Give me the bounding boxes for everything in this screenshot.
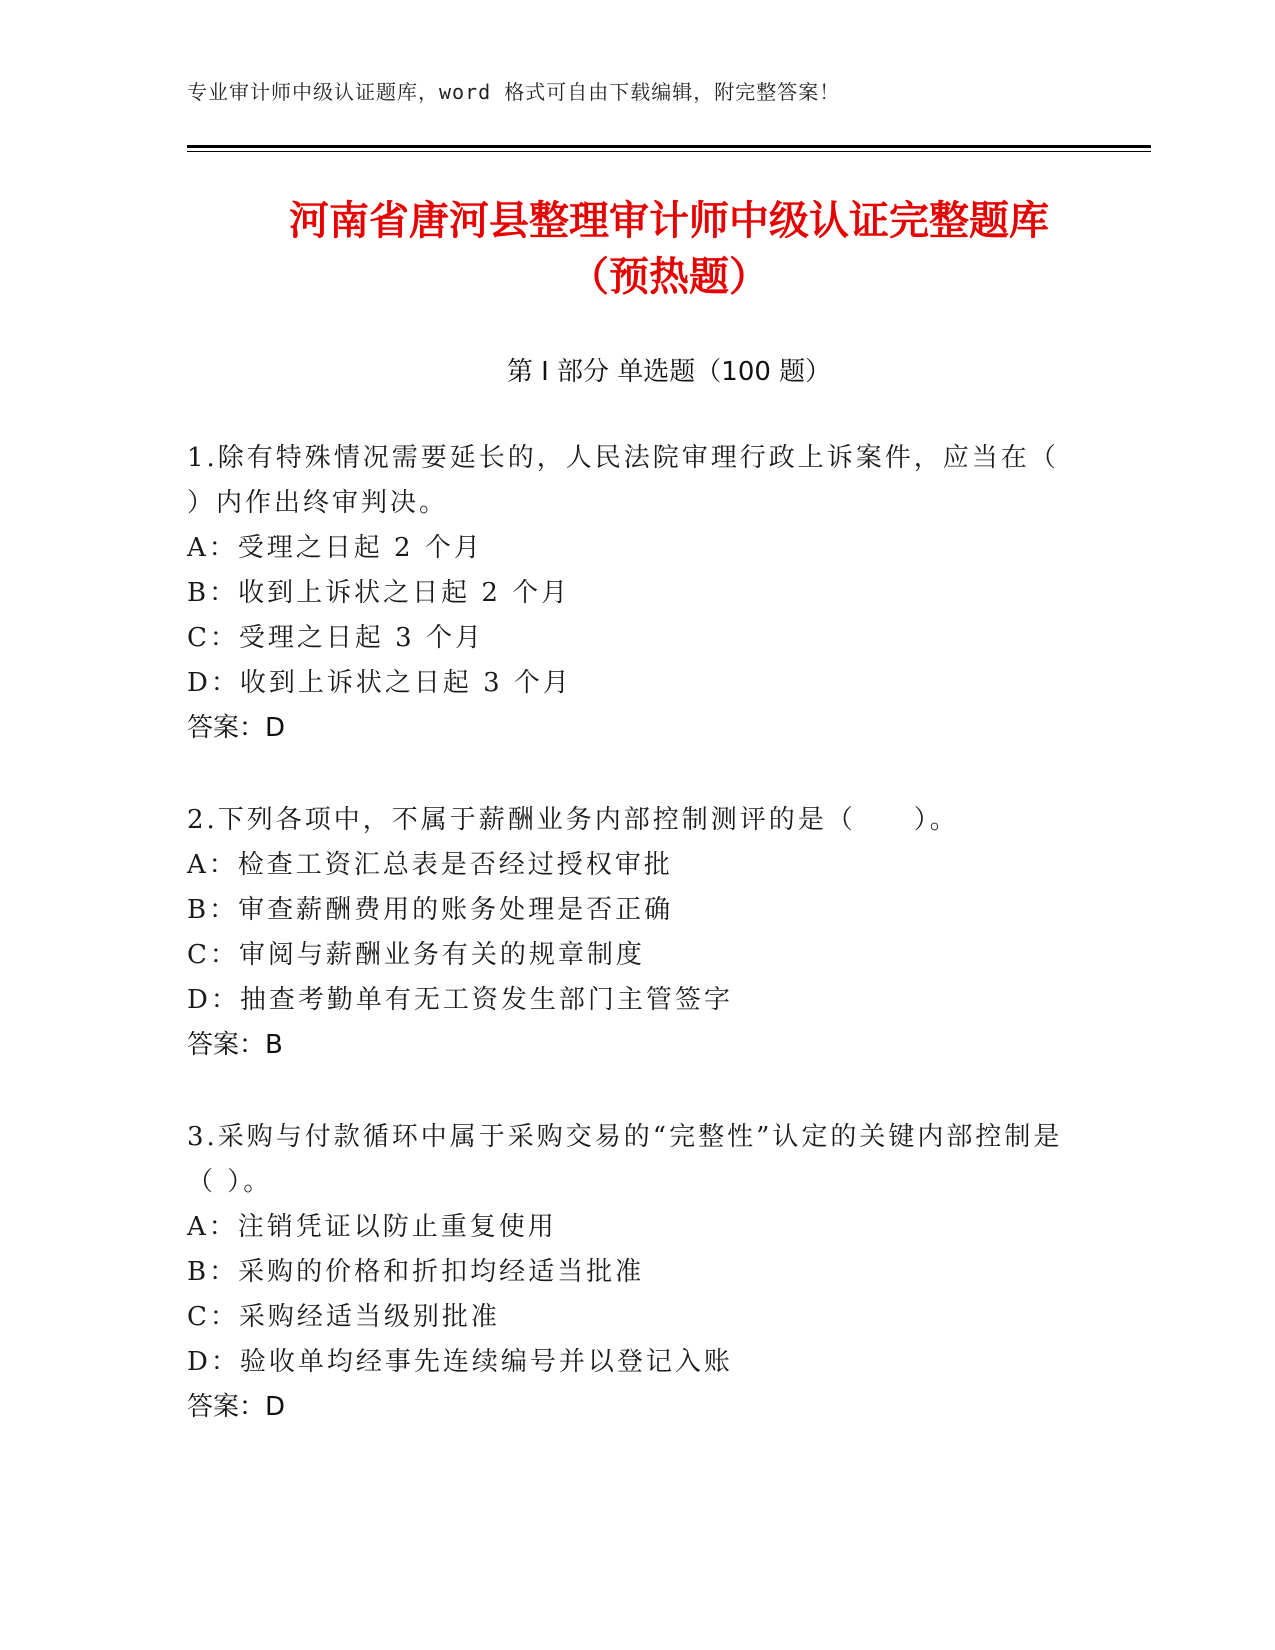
question-stem: 1.除有特殊情况需要延长的，人民法院审理行政上诉案件，应当在（ ）内作出终审判决。	[187, 443, 1059, 518]
option-b: B：采购的价格和折扣均经适当批准	[187, 1257, 645, 1287]
document-title-line2: （预热题）	[569, 254, 769, 300]
document-title	[187, 193, 1151, 305]
option-d: D：抽查考勤单有无工资发生部门主管签字	[187, 985, 733, 1015]
option-a: A：受理之日起 2 个月	[187, 533, 483, 563]
header-divider-thin	[187, 151, 1151, 152]
question-item	[187, 798, 1067, 1068]
option-a: A：注销凭证以防止重复使用	[187, 1212, 557, 1242]
question-answer: 答案：B	[187, 1030, 283, 1060]
question-item	[187, 1115, 1067, 1430]
question-stem: 2.下列各项中，不属于薪酬业务内部控制测评的是（ ）。	[187, 805, 959, 835]
option-a: A：检查工资汇总表是否经过授权审批	[187, 850, 673, 880]
question-list	[187, 436, 1067, 1477]
option-b: B：审查薪酬费用的账务处理是否正确	[187, 895, 674, 925]
question-answer: 答案：D	[187, 1392, 286, 1422]
option-b: B：收到上诉状之日起 2 个月	[187, 578, 571, 608]
header-divider-thick	[187, 145, 1151, 148]
option-d: D：收到上诉状之日起 3 个月	[187, 668, 572, 698]
option-c: C：审阅与薪酬业务有关的规章制度	[187, 940, 645, 970]
header-note: 专业审计师中级认证题库，word 格式可自由下载编辑，附完整答案！	[187, 80, 841, 104]
question-answer: 答案：D	[187, 713, 286, 743]
question-item	[187, 436, 1067, 751]
document-title-line1: 河南省唐河县整理审计师中级认证完整题库	[289, 198, 1049, 244]
section-title: 第 I 部分 单选题（100 题）	[506, 357, 832, 387]
question-stem: 3.采购与付款循环中属于采购交易的“完整性”认定的关键内部控制是（ ）。	[187, 1122, 1063, 1197]
option-c: C：受理之日起 3 个月	[187, 623, 484, 653]
option-d: D：验收单均经事先连续编号并以登记入账	[187, 1347, 733, 1377]
option-c: C：采购经适当级别批准	[187, 1302, 500, 1332]
